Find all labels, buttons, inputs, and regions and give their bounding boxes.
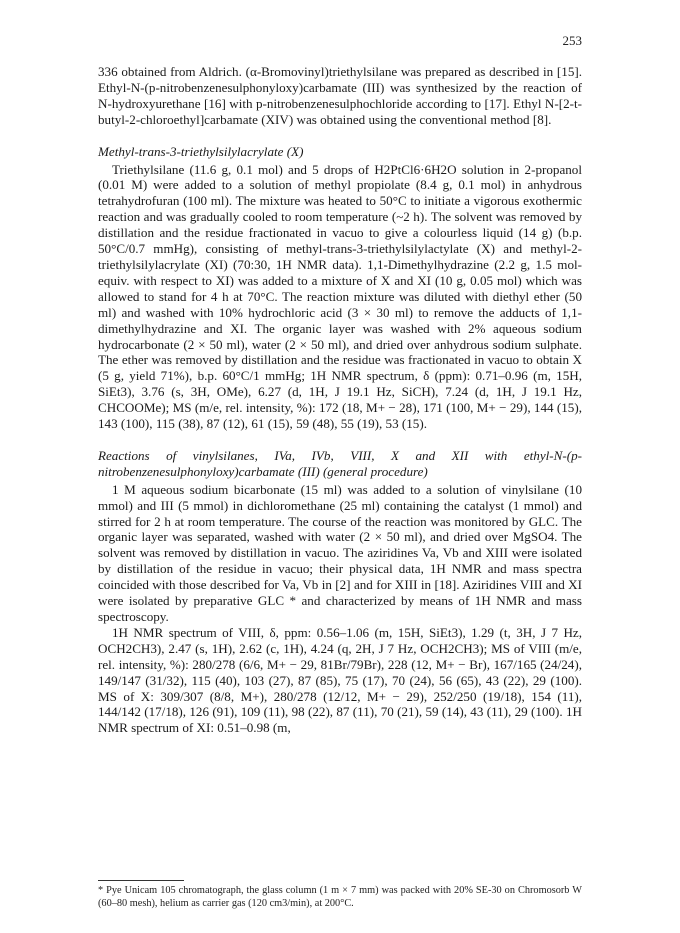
footnote-rule: [98, 880, 184, 881]
intro-paragraph: 336 obtained from Aldrich. (α-Bromovinyl)triethylsilane was prepared as described in [15]. Ethyl-N-(p-nitrobenzenesulphonyloxy)carbamate (III) was synthesized by the reaction of N-hydroxyurethane [16] with p-nitrobenzenesulphochloride according to [17]. Ethyl N-[2-t-butyl-2-chloroethyl]carbamate (XIV) was obtained using the conventional method [8].: [98, 64, 582, 127]
article-body: [98, 64, 582, 736]
section-heading-methyl-acrylate: Methyl-trans-3-triethylsilylacrylate (X): [98, 143, 304, 159]
footnote: * Pye Unicam 105 chromatograph, the glass column (1 m × 7 mm) was packed with 20% SE-30 on Chromosorb W (60–80 mesh), helium as carrier gas (120 cm3/min), at 200°C.: [98, 885, 582, 909]
section-paragraph-general-procedure: 1 M aqueous sodium bicarbonate (15 ml) was added to a solution of vinylsilane (10 mmol) and III (5 mmol) in dichloromethane (25 ml) containing the catalyst (1 mmol) and stirred for 2 h at room temperature. The course of the reaction was monitored by GLC. The organic layer was separated, washed with water (2 × 50 ml), and dried over MgSO4. The solvent was removed by distillation in vacuo. The aziridines Va, Vb and XIII were isolated by distillation of the residue in vacuo; their physical data, 1H NMR and mass spectra coincided with those described for Va, Vb in [2] and for XIII in [18]. Aziridines VIII and XI were isolated by preparative GLC * and characterized by means of 1H NMR and mass spectroscopy.: [98, 481, 582, 624]
section-heading-reactions: Reactions of vinylsilanes, IVa, IVb, VIII, X and XII with ethyl-N-(p-nitrobenzenesulphonyloxy)carbamate (III) (general procedure): [98, 447, 582, 479]
section-paragraph-methyl-acrylate: Triethylsilane (11.6 g, 0.1 mol) and 5 drops of H2PtCl6·6H2O solution in 2-propanol (0.01 M) were added to a solution of methyl propiolate (8.4 g, 0.1 mol) in anhydrous tetrahydrofuran (100 ml). The mixture was heated to 50°C to initiate a vigorous exothermic reaction and was gradually cooled to room temperature (~2 h). The solvent was removed by distillation and the residue fractionated in vacuo to give a colourless liquid (14 g) (b.p. 50°C/0.7 mmHg), consisting of methyl-trans-3-triethylsilylactylate (X) and methyl-2-triethylsilylacrylate (XI) (70:30, 1H NMR data). 1,1-Dimethylhydrazine (2.2 g, 1.5 mol-equiv. with respect to XI) was added to a mixture of X and XI (10 g, 0.05 mol) which was allowed to stand for 4 h at 70°C. The reaction mixture was diluted with diethyl ether (50 ml) and washed with 10% hydrochloric acid (3 × 30 ml) to remove the adducts of 1,1-dimethylhydrazine and XI. The organic layer was washed with 2% aqueous sodium hydrocarbonate (2 × 50 ml), water (2 × 50 ml), and dried over anhydrous sodium sulphate. The ether was removed by distillation and the residue was fractionated in vacuo to obtain X (5 g, yield 71%), b.p. 60°C/1 mmHg; 1H NMR spectrum, δ (ppm): 0.71–0.96 (m, 15H, SiEt3), 3.76 (s, 3H, OMe), 6.27 (d, 1H, J 19.1 Hz, SiCH), 7.24 (d, 1H, J 19.1 Hz, CHCOOMe); MS (m/e, rel. intensity, %): 172 (18, M+ − 28), 171 (100, M+ − 29), 144 (15), 143 (100), 115 (38), 87 (12), 61 (15), 59 (48), 55 (19), 53 (15).: [98, 161, 582, 432]
section-paragraph-spectra: 1H NMR spectrum of VIII, δ, ppm: 0.56–1.06 (m, 15H, SiEt3), 1.29 (t, 3H, J 7 Hz, OCH2CH3), 2.47 (s, 1H), 2.62 (c, 1H), 4.24 (q, 2H, J 7 Hz, OCH2CH3); MS of VIII (m/e, rel. intensity, %): 280/278 (6/6, M+ − 29, 81Br/79Br), 228 (12, M+ − Br), 167/165 (24/24), 149/147 (31/32), 115 (40), 103 (27), 87 (85), 75 (17), 70 (24), 56 (65), 43 (22), 29 (100). MS of X: 309/307 (8/8, M+), 280/278 (12/12, M+ − 29), 252/250 (19/18), 154 (11), 144/142 (17/18), 126 (91), 109 (11), 98 (22), 87 (11), 70 (21), 59 (14), 43 (11), 29 (100). 1H NMR spectrum of XI: 0.51–0.98 (m,: [98, 624, 582, 736]
page-number: 253: [562, 33, 582, 48]
